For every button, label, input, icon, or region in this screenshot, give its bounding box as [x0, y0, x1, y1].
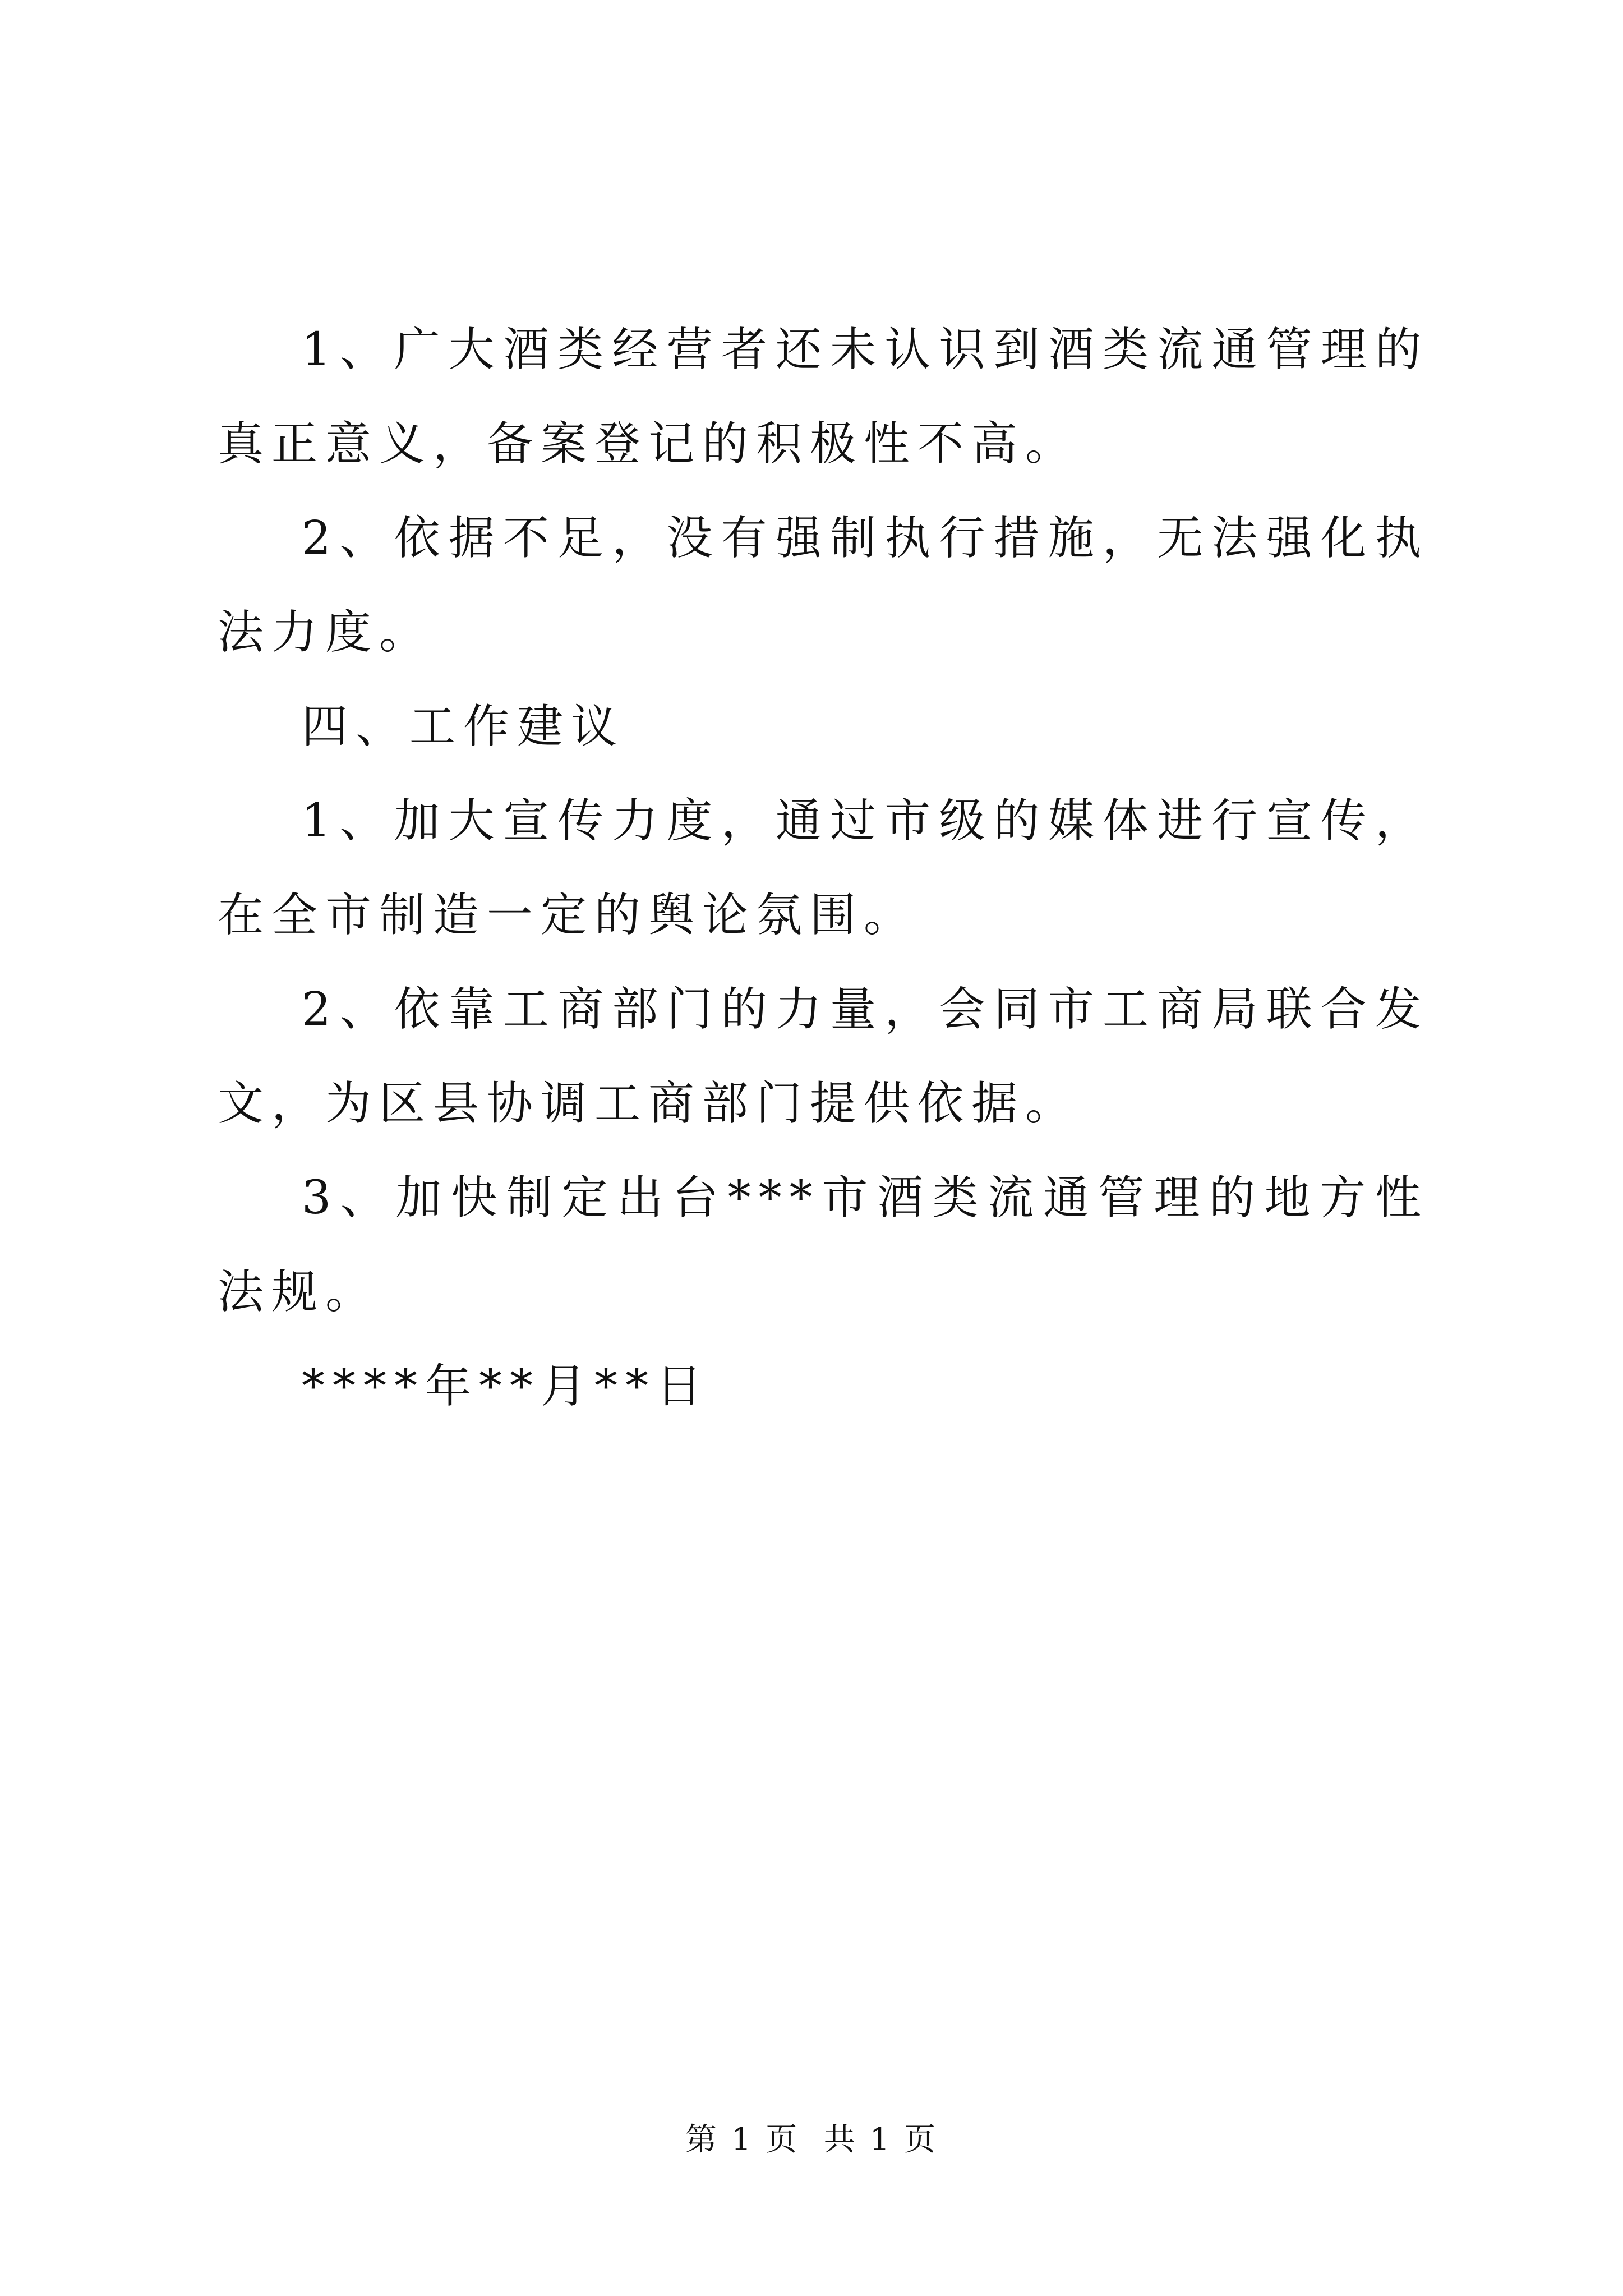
- paragraph-issue-1: 1、广大酒类经营者还未认识到酒类流通管理的真正意义，备案登记的积极性不高。: [218, 323, 1429, 471]
- page-footer: [0, 2115, 1623, 2160]
- paragraph-issue-2: 2、依据不足，没有强制执行措施，无法强化执法力度。: [218, 512, 1429, 659]
- paragraph-suggestion-2: 2、依靠工商部门的力量，会同市工商局联合发文，为区县协调工商部门提供依据。: [218, 983, 1429, 1130]
- document-body: [218, 303, 1429, 1434]
- paragraph-suggestion-3: 3、加快制定出台***市酒类流通管理的地方性法规。: [218, 1171, 1429, 1319]
- paragraph-suggestion-1: 1、加大宣传力度，通过市级的媒体进行宣传，在全市制造一定的舆论氛围。: [218, 794, 1429, 942]
- document-date: ****年**月**日: [302, 1360, 710, 1413]
- section-heading-suggestions: 四、工作建议: [302, 700, 625, 753]
- page-number-label: 第 1 页 共 1 页: [685, 2122, 938, 2158]
